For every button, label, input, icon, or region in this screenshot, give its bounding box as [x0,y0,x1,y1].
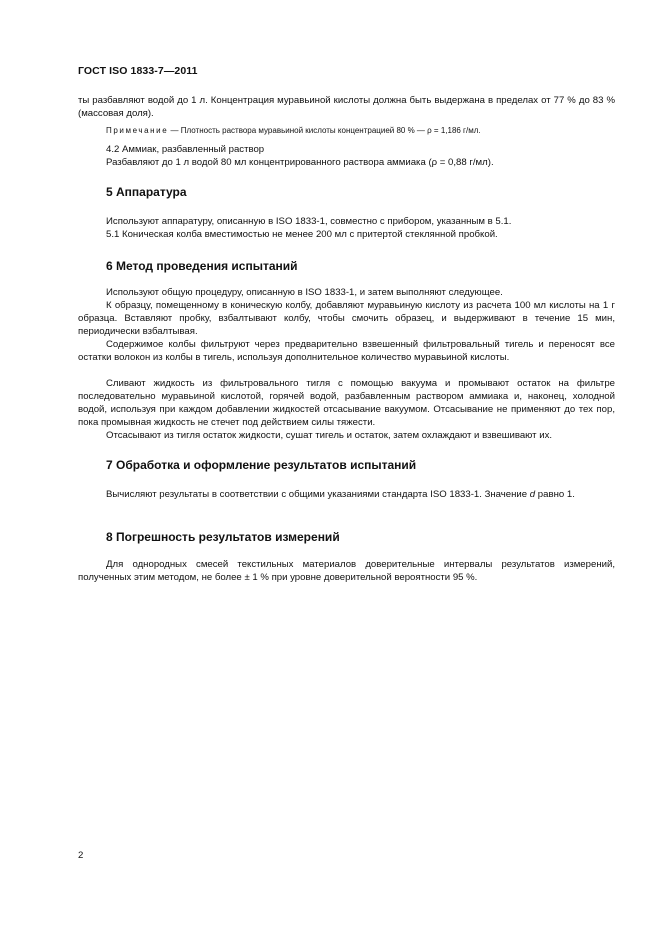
ammonia-paragraph: Разбавляют до 1 л водой 80 мл концентрированного раствора аммиака (ρ = 0,88 г/мл). [106,157,494,168]
section-7-paragraph [78,488,615,501]
item-5-1: 5.1 Коническая колба вместимостью не менее 200 мл с притертой стеклянной пробкой. [106,229,498,240]
section-7-text-end: равно 1. [535,489,575,500]
note-text: — Плотность раствора муравьиной кислоты концентрацией 80 % — ρ = 1,186 г/мл. [168,126,481,135]
section-8-heading: 8 Погрешность результатов измерений [106,530,340,544]
document-header: ГОСТ ISO 1833-7—2011 [78,65,198,77]
note-label: Примечание [106,126,169,135]
section-6-paragraph-5: Отсасывают из тигля остаток жидкости, сушат тигель и остаток, затем охлаждают и взвешивают их. [106,430,553,441]
section-6-paragraph-4: Сливают жидкость из фильтровального тигля с помощью вакуума и промывают остаток на фильтре последовательно муравьиной кислотой, горячей водой, разбавленным раствором аммиака и, наконец, холодной водой, используя при каждом добавлении жидкостей отсасывание вакуумом. Отсасывание не применяют до тех пор, пока промывная жидкость не стечет под действием силы тяжести. [78,378,615,428]
variable-d: d [529,489,536,500]
page-number: 2 [78,850,84,861]
section-7-text: Вычисляют результаты в соответствии с общими указаниями стандарта ISO 1833-1. Значение [106,489,530,500]
intro-paragraph: ты разбавляют водой до 1 л. Концентрация муравьиной кислоты должна быть выдержана в пределах от 77 % до 83 % (массовая доля). [78,95,615,119]
item-4-2: 4.2 Аммиак, разбавленный раствор [106,144,265,155]
section-6-paragraph-1: Используют общую процедуру, описанную в ISO 1833-1, и затем выполняют следующее. [106,287,503,298]
section-5-paragraph: Используют аппаратуру, описанную в ISO 1833-1, совместно с прибором, указанным в 5.1. [106,216,512,227]
section-7-heading: 7 Обработка и оформление результатов испытаний [106,458,417,472]
note [106,125,615,136]
section-5-heading: 5 Аппаратура [106,185,187,199]
section-6-paragraph-3: Содержимое колбы фильтруют через предварительно взвешенный фильтровальный тигель и переносят все остатки волокон из колбы в тигель, используя дополнительное количество муравьиной кислоты. [78,339,615,363]
section-8-paragraph: Для однородных смесей текстильных материалов доверительные интервалы результатов измерений, полученных этим методом, не более ± 1 % при уровне доверительной вероятности 95 %. [78,559,615,583]
section-6-paragraph-2: К образцу, помещенному в коническую колбу, добавляют муравьиную кислоту из расчета 100 мл кислоты на 1 г образца. Вставляют пробку, взбалтывают колбу, чтобы смочить образец, и выдерживают в течение 15 мин, периодически взбалтывая. [78,300,615,337]
section-6-heading: 6 Метод проведения испытаний [106,259,298,273]
